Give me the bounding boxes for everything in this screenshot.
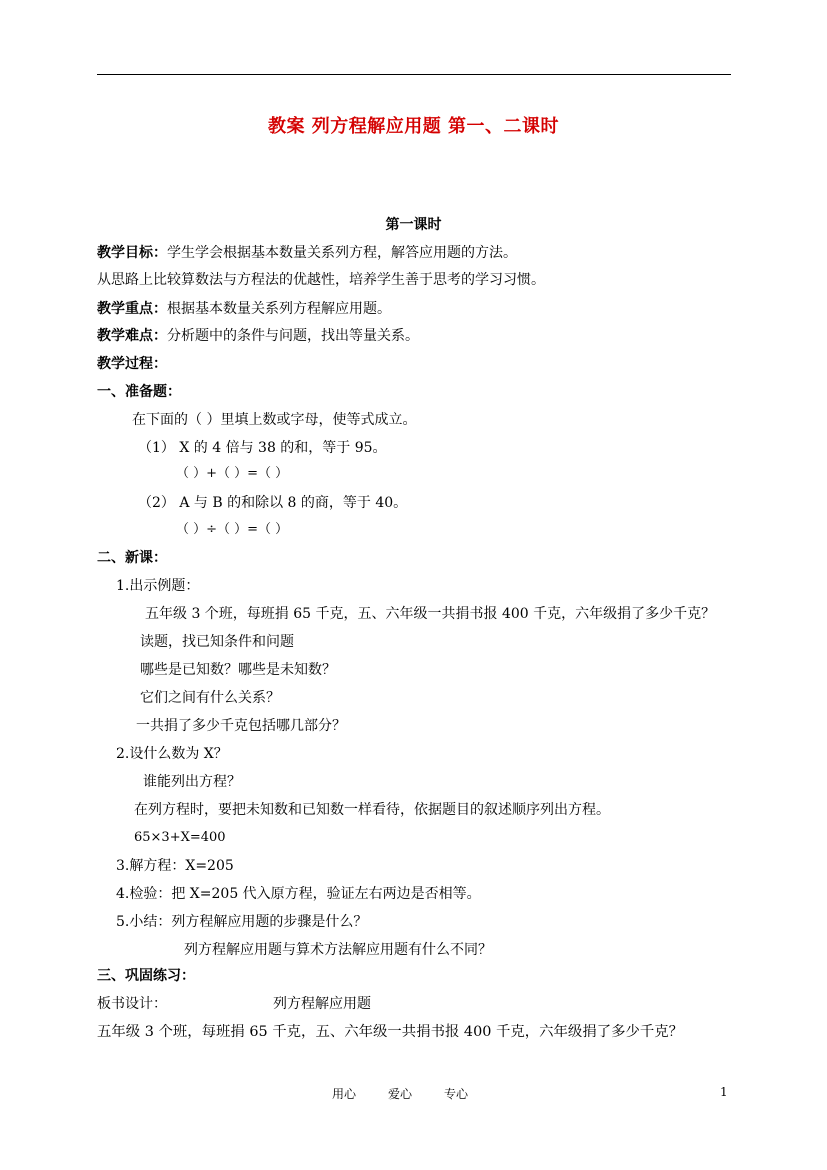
- step-3: 3.解方程：X=205: [116, 858, 234, 874]
- part2-heading: 二、新课：: [97, 550, 167, 566]
- prep-question-1-blanks: （ ）+（ ）=（ ）: [176, 466, 289, 481]
- board-title: 列方程解应用题: [273, 996, 371, 1012]
- objective-text: 学生学会根据基本数量关系列方程，解答应用题的方法。: [167, 245, 517, 261]
- prep-intro: 在下面的（ ）里填上数或字母，使等式成立。: [132, 412, 417, 428]
- footer-motto-2: 爱心: [388, 1087, 413, 1101]
- key-point-text: 根据基本数量关系列方程解应用题。: [167, 301, 391, 317]
- key-point-label: 教学重点：: [97, 301, 167, 317]
- document-title: 教案 列方程解应用题 第一、二课时: [267, 116, 560, 137]
- step-5: 5.小结：列方程解应用题的步骤是什么？: [116, 914, 368, 930]
- equation: 65×3+X=400: [134, 830, 226, 845]
- section-heading: 第一课时: [385, 217, 442, 233]
- question-relation: 它们之间有什么关系？: [140, 690, 280, 706]
- page-number: 1: [720, 1085, 728, 1099]
- question-read: 读题，找已知条件和问题: [140, 634, 294, 650]
- footer-motto-3: 专心: [444, 1087, 469, 1101]
- prep-question-2: （2） A 与 B 的和除以 8 的商，等于 40。: [138, 495, 408, 511]
- prep-question-2-blanks: （ ）÷（ ）=（ ）: [176, 522, 289, 537]
- step-2: 2.设什么数为 X？: [116, 746, 228, 762]
- difficulty-line: [97, 326, 419, 346]
- process-label: 教学过程：: [97, 356, 167, 372]
- key-point-line: [97, 299, 391, 319]
- question-who: 谁能列出方程？: [143, 774, 241, 790]
- part1-heading: 一、准备题：: [97, 384, 181, 400]
- objective-label: 教学目标：: [97, 245, 167, 261]
- objective-text-2: 从思路上比较算数法与方程法的优越性，培养学生善于思考的学习习惯。: [97, 272, 545, 288]
- board-problem: 五年级 3 个班，每班捐 65 千克，五、六年级一共捐书报 400 千克，六年级捐了多少千克？: [97, 1024, 684, 1040]
- header-rule: [97, 74, 731, 75]
- question-parts: 一共捐了多少千克包括哪几部分？: [136, 718, 346, 734]
- difficulty-text: 分析题中的条件与问题，找出等量关系。: [167, 328, 419, 344]
- summary-question: 列方程解应用题与算术方法解应用题有什么不同？: [184, 942, 492, 958]
- step-4: 4.检验：把 X=205 代入原方程，验证左右两边是否相等。: [116, 886, 481, 902]
- objective-line: [97, 243, 517, 263]
- step-1: 1.出示例题：: [116, 578, 200, 594]
- prep-question-1: （1） X 的 4 倍与 38 的和，等于 95。: [138, 440, 387, 456]
- example-problem: 五年级 3 个班，每班捐 65 千克，五、六年级一共捐书报 400 千克，六年级捐了多少千克？: [145, 606, 716, 622]
- equation-note: 在列方程时，要把未知数和已知数一样看待，依据题目的叙述顺序列出方程。: [134, 802, 610, 818]
- board-label: 板书设计：: [97, 996, 167, 1012]
- question-known: 哪些是已知数？哪些是未知数？: [140, 662, 336, 678]
- difficulty-label: 教学难点：: [97, 328, 167, 344]
- footer-motto-1: 用心: [332, 1087, 357, 1101]
- part3-heading: 三、巩固练习：: [97, 968, 195, 984]
